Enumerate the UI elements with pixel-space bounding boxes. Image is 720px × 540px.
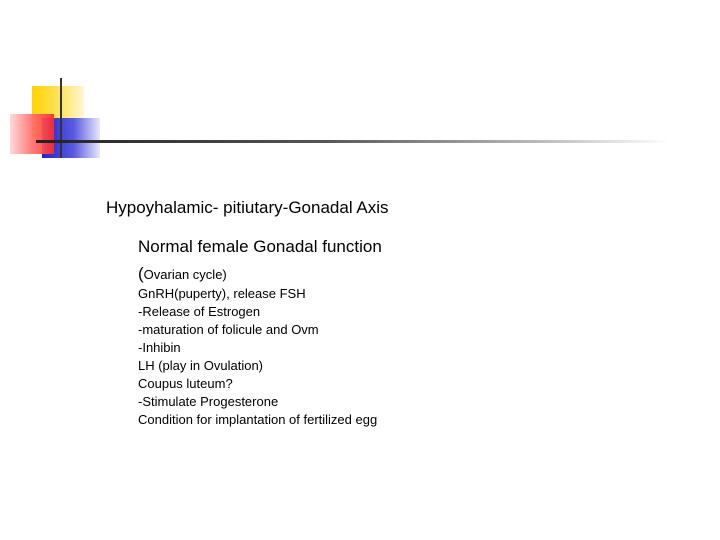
red-square-decoration [10, 114, 54, 154]
bullet-line: Condition for implantation of fertilized egg [138, 412, 378, 427]
bullet-line: -Release of Estrogen [138, 304, 261, 319]
bullet-line: -maturation of folicule and Ovm [138, 322, 319, 337]
cycle-line [138, 264, 227, 284]
bullet-line: GnRH(puperty), release FSH [138, 286, 306, 301]
bullet-line: -Inhibin [138, 340, 181, 355]
horizontal-rule [36, 140, 670, 143]
decorative-header [0, 0, 720, 170]
slide-subtitle: Normal female Gonadal function [138, 237, 382, 256]
vertical-rule [60, 78, 62, 158]
open-paren: ( [138, 264, 144, 283]
bullet-line: Coupus luteum? [138, 376, 233, 391]
slide-title: Hypoyhalamic- pitiutary-Gonadal Axis [106, 198, 389, 217]
cycle-text: Ovarian cycle) [143, 267, 227, 282]
bullet-line: -Stimulate Progesterone [138, 394, 279, 409]
bullet-line: LH (play in Ovulation) [138, 358, 263, 373]
